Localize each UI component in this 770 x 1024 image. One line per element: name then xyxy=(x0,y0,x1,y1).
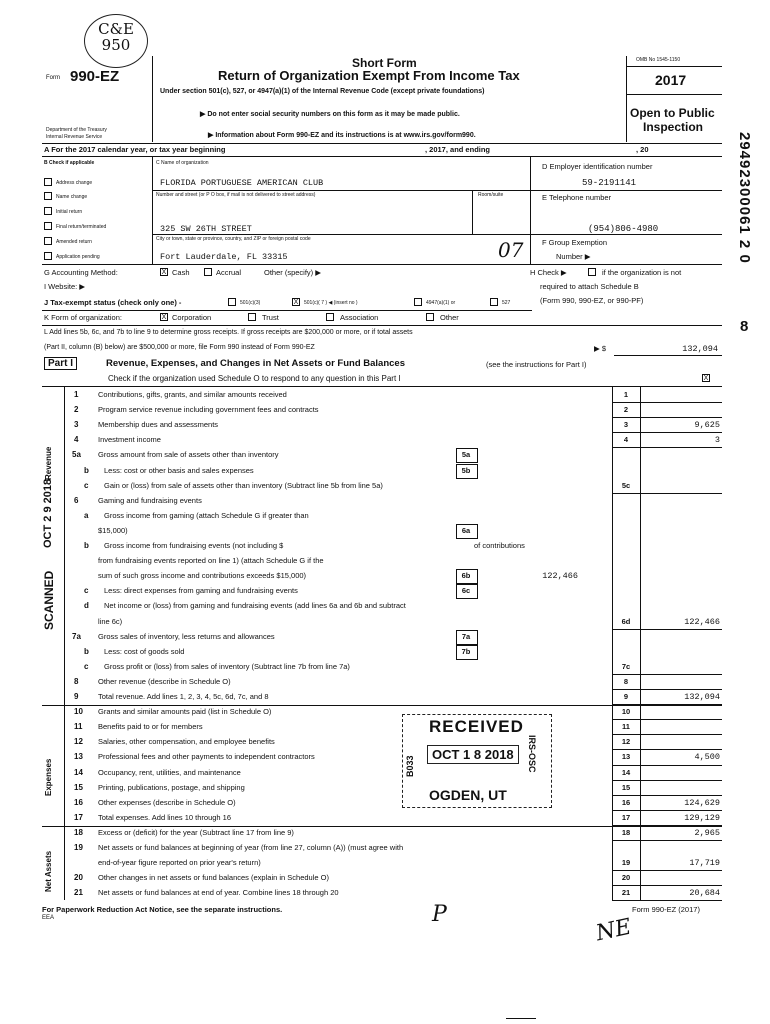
inspection: Inspection xyxy=(643,120,704,134)
line-rule xyxy=(612,734,722,735)
inner-box-amount: 122,466 xyxy=(542,571,578,582)
line-text: Other revenue (describe in Schedule O) xyxy=(98,676,231,686)
line-text: Net assets or fund balances at end of year. Combine lines 18 through 20 xyxy=(98,888,339,898)
omb-year: 2017 xyxy=(655,72,687,88)
checkbox-final-return[interactable] xyxy=(44,222,52,230)
line-number: d xyxy=(84,601,89,611)
line-h-text4: (Form 990, 990-EZ, or 990-PF) xyxy=(540,296,644,305)
checkbox-4947[interactable] xyxy=(414,298,422,306)
room-label: Room/suite xyxy=(478,192,504,198)
line-text: Gross profit or (loss) from sales of inventory (Subtract line 7b from line 7a) xyxy=(104,661,350,671)
checkbox-application-pending[interactable] xyxy=(44,252,52,260)
line-number: 14 xyxy=(74,767,83,777)
checkbox-trust[interactable] xyxy=(248,313,256,321)
line-text: Total revenue. Add lines 1, 2, 3, 4, 5c, 6d, 7c, and 8 xyxy=(98,692,269,701)
stamp-line2: 950 xyxy=(101,36,131,54)
line-text: Other expenses (describe in Schedule O) xyxy=(98,797,236,807)
line-number: 19 xyxy=(74,843,83,852)
line-number: b xyxy=(84,646,89,656)
line-rule xyxy=(612,493,722,494)
checkbox-schedule-b[interactable] xyxy=(588,268,596,276)
line-number: 7a xyxy=(72,631,81,641)
checkbox-527[interactable] xyxy=(490,298,498,306)
line-number: 6 xyxy=(74,495,79,505)
side-label-expenses: Expenses xyxy=(44,758,53,796)
line-box: 6d xyxy=(621,616,631,626)
inner-box-label: 6a xyxy=(461,525,471,535)
line-number: b xyxy=(84,541,89,550)
section-e-label: E Telephone number xyxy=(542,193,612,202)
side-label-revenue: Revenue xyxy=(44,446,53,480)
line-rule xyxy=(612,885,722,886)
line-number: 2 xyxy=(74,405,79,415)
line-h-check: H Check ▶ xyxy=(530,268,567,277)
label-accrual: Accrual xyxy=(216,268,242,277)
line-number: 16 xyxy=(74,797,83,807)
line-amount: 4,500 xyxy=(694,752,720,763)
line-rule xyxy=(612,900,722,901)
line-box: 11 xyxy=(622,722,630,732)
stamp-line1: C&E xyxy=(98,20,134,38)
line-text: Grants and similar amounts paid (list in Schedule O) xyxy=(98,707,272,717)
line-a-mid: , 2017, and ending xyxy=(425,145,491,154)
line-amount: 3 xyxy=(714,435,720,446)
line-text: line 6c) xyxy=(98,616,123,626)
omb-label: OMB No 1545-1150 xyxy=(636,57,681,63)
section-f-number: Number ▶ xyxy=(556,252,591,261)
label-final-return: Final return/terminated xyxy=(56,224,107,230)
form-prefix: Form xyxy=(46,75,60,81)
section-b-title: B Check if applicable xyxy=(44,160,95,166)
line-text: Net assets or fund balances at beginning of year (from line 27, column (A)) (must agree with xyxy=(98,843,404,852)
line-number: 9 xyxy=(74,692,79,701)
form-number: 990-EZ xyxy=(70,68,120,85)
line-amount: 2,965 xyxy=(694,827,720,838)
line-box: 5c xyxy=(621,480,631,490)
line-rule xyxy=(612,674,722,675)
line-text: Contributions, gifts, grants, and similar amounts received xyxy=(98,390,287,399)
line-rule xyxy=(612,795,722,796)
label-application-pending: Application pending xyxy=(56,254,100,260)
line-number: 21 xyxy=(74,888,83,898)
line-number: 18 xyxy=(74,827,83,837)
checkbox-amended-return[interactable] xyxy=(44,237,52,245)
line-l-dollar: ▶ $ xyxy=(594,344,607,353)
line-l-text2: (Part II, column (B) below) are $500,000 or more, file Form 990 instead of Form 990-EZ xyxy=(44,344,315,351)
line-box: 14 xyxy=(621,767,631,777)
received-stamp-right: IRS-OSC xyxy=(527,735,537,773)
inner-box-label: 5b xyxy=(461,465,471,475)
line-rule xyxy=(612,825,722,826)
checkbox-501c[interactable]: X xyxy=(293,299,299,306)
line-box: 13 xyxy=(621,752,631,762)
title-info: ▶ Information about Form 990-EZ and its instructions is at www.irs.gov/form990. xyxy=(208,132,476,139)
label-cash: Cash xyxy=(172,268,190,277)
line-rule xyxy=(612,629,722,630)
label-501c: 501(c)( 7 ) ◀ (insert no ) xyxy=(304,300,358,306)
section-f-label: F Group Exemption xyxy=(542,238,608,247)
line-text: Total expenses. Add lines 10 through 16 xyxy=(98,812,232,822)
line-rule xyxy=(612,870,722,871)
inner-box-label: 7b xyxy=(461,646,471,656)
margin-handwritten-number: 29492300061 2 0 xyxy=(736,132,753,264)
received-stamp-l3: OGDEN, UT xyxy=(429,787,507,803)
line-text: Gross income from fundraising events (not including $ xyxy=(104,541,284,550)
line-rule xyxy=(612,780,722,781)
section-c-label: C Name of organization xyxy=(156,160,209,166)
org-name: FLORIDA PORTUGUESE AMERICAN CLUB xyxy=(160,178,324,188)
line-number: c xyxy=(84,661,89,671)
inner-box-label: 7a xyxy=(461,631,471,641)
handwritten-p: P xyxy=(432,902,447,927)
line-number: c xyxy=(84,480,89,490)
line-text: Benefits paid to or for members xyxy=(98,722,203,732)
line-text: $15,000) xyxy=(98,525,128,535)
line-text: Gross amount from sale of assets other than inventory xyxy=(98,450,279,460)
line-rule xyxy=(612,402,722,403)
label-4947: 4947(a)(1) or xyxy=(426,300,456,306)
line-number: 3 xyxy=(74,420,79,430)
margin-handwritten-8: 8 xyxy=(740,318,749,335)
title-ssn: ▶ Do not enter social security numbers on this form as it may be made public. xyxy=(200,111,460,118)
section-d-label: D Employer identification number xyxy=(542,162,653,171)
line-amount: 129,129 xyxy=(684,812,720,823)
received-stamp-l2: OCT 1 8 2018 xyxy=(427,745,519,764)
line-box: 8 xyxy=(623,676,629,686)
line-number: 5a xyxy=(72,450,81,460)
line-text: Less: cost of goods sold xyxy=(104,646,185,656)
footer-left: For Paperwork Reduction Act Notice, see the separate instructions. xyxy=(42,905,283,914)
checkbox-cash[interactable]: X xyxy=(161,269,167,276)
line-box: 16 xyxy=(621,797,631,807)
line-amount: 17,719 xyxy=(689,858,720,869)
dept-line1: Department of the Treasury xyxy=(46,127,107,133)
line-g-label: G Accounting Method: xyxy=(44,268,118,277)
line-number: 8 xyxy=(74,676,79,686)
label-trust: Trust xyxy=(262,313,279,322)
line-amount: 20,684 xyxy=(689,888,720,899)
line-h-text2: if the organization is not xyxy=(602,268,682,277)
checkbox-name-change[interactable] xyxy=(44,192,52,200)
line-l-text1: L Add lines 5b, 6c, and 7b to line 9 to determine gross receipts. If gross receipts are $200,000 or more, or if total assets xyxy=(44,329,413,336)
label-amended-return: Amended return xyxy=(56,239,92,245)
checkbox-address-change[interactable] xyxy=(44,178,52,186)
line-rule xyxy=(612,810,722,811)
line-text: Other changes in net assets or fund balances (explain in Schedule O) xyxy=(98,873,329,883)
line-h-text3: required to attach Schedule B xyxy=(540,282,639,291)
checkbox-accrual[interactable] xyxy=(204,268,212,276)
city-label: City or town, state or province, country, and ZIP or foreign postal code xyxy=(156,236,311,242)
handwritten-ne: NE xyxy=(593,914,634,947)
line-box: 3 xyxy=(623,420,629,430)
ein: 59-2191141 xyxy=(582,178,637,188)
received-stamp-l1: RECEIVED xyxy=(429,717,524,736)
line-text: Gain or (loss) from sale of assets other than inventory (Subtract line 5b from line 5a) xyxy=(104,480,383,490)
part1-title: Revenue, Expenses, and Changes in Net Assets or Fund Balances xyxy=(106,358,405,369)
line-number: 10 xyxy=(74,707,83,717)
received-stamp-left: B033 xyxy=(405,755,415,777)
line-box: 21 xyxy=(621,888,631,898)
inner-box-label: 6b xyxy=(461,571,471,581)
line-number: 20 xyxy=(74,873,83,883)
side-label-net-assets: Net Assets xyxy=(44,850,53,892)
line-rule xyxy=(612,719,722,720)
line-box: 15 xyxy=(621,782,631,792)
line-box: 4 xyxy=(623,435,629,445)
part1-check: Check if the organization used Schedule O to respond to any question in this Part I xyxy=(108,374,401,383)
line-text: Net income or (loss) from gaming and fundraising events (add lines 6a and 6b and subtract xyxy=(104,601,406,611)
line-i-website: I Website: ▶ xyxy=(44,282,86,291)
line-text: Gross sales of inventory, less returns and allowances xyxy=(98,631,275,641)
city-state-zip: Fort Lauderdale, FL 33315 xyxy=(160,252,288,262)
line-text: Less: cost or other basis and sales expenses xyxy=(104,465,254,475)
footer-right: Form 990-EZ (2017) xyxy=(632,905,700,914)
checkbox-schedule-o[interactable]: X xyxy=(703,375,709,382)
line-text: Membership dues and assessments xyxy=(98,420,219,430)
line-number: 1 xyxy=(74,390,79,399)
line-text: Investment income xyxy=(98,435,161,445)
line-text: Salaries, other compensation, and employee benefits xyxy=(98,737,275,747)
line-j-label: J Tax-exempt status (check only one) - xyxy=(44,298,182,307)
street-label: Number and street (or P O box, if mail is not delivered to street address) xyxy=(156,192,316,198)
street-address: 325 SW 26TH STREET xyxy=(160,224,252,234)
inner-box-label: 5a xyxy=(461,450,471,460)
line-text: Printing, publications, postage, and shipping xyxy=(98,782,245,792)
line-rule xyxy=(612,749,722,750)
label-527: 527 xyxy=(502,300,511,306)
line-box: 12 xyxy=(621,737,631,747)
line-amount: 9,625 xyxy=(694,420,720,431)
line-text: end-of-year figure reported on prior year's return) xyxy=(98,858,261,868)
line-text: Occupancy, rent, utilities, and maintenance xyxy=(98,767,241,777)
checkbox-association[interactable] xyxy=(326,313,334,321)
line-k-label: K Form of organization: xyxy=(44,313,122,322)
checkbox-501c3[interactable] xyxy=(228,298,236,306)
line-rule xyxy=(612,447,722,448)
line-rule xyxy=(612,704,722,705)
line-rule xyxy=(612,840,722,841)
line-number: 11 xyxy=(74,722,83,732)
dept-line2: Internal Revenue Service xyxy=(46,134,103,140)
line-amount: 122,466 xyxy=(684,616,720,627)
phone: (954)806-4980 xyxy=(588,224,659,234)
line-number: 13 xyxy=(74,752,83,762)
handwritten-07: 07 xyxy=(498,238,524,262)
line-box: 17 xyxy=(621,812,631,822)
open-to-public: Open to Public xyxy=(630,106,715,120)
footer-eea: EEA xyxy=(42,915,55,921)
title-under: Under section 501(c), 527, or 4947(a)(1) of the Internal Revenue Code (except private foundations) xyxy=(160,88,485,95)
line-rule xyxy=(612,689,722,690)
checkbox-initial-return[interactable] xyxy=(44,207,52,215)
line-number: c xyxy=(84,586,89,596)
checkbox-other-org[interactable] xyxy=(426,313,434,321)
line-number: 4 xyxy=(74,435,79,445)
control-stamp xyxy=(84,14,148,68)
line-text: from fundraising events reported on line 1) (attach Schedule G if the xyxy=(98,556,324,566)
side-label-scan-date: OCT 2 9 2018 xyxy=(42,478,54,548)
title-short: Short Form xyxy=(352,56,417,70)
line-text: sum of such gross income and contributions exceeds $15,000) xyxy=(98,571,307,581)
line-box: 19 xyxy=(621,858,631,868)
line-box: 18 xyxy=(621,827,631,837)
title-main: Return of Organization Exempt From Income Tax xyxy=(218,68,520,83)
line-text: Excess or (deficit) for the year (Subtract line 17 from line 9) xyxy=(98,827,294,837)
label-initial-return: Initial return xyxy=(56,209,83,215)
inner-box-label: 6c xyxy=(461,586,471,596)
line-text: Gaming and fundraising events xyxy=(98,495,202,505)
line-l-amount: 132,094 xyxy=(682,344,718,354)
part1-title2: (see the instructions for Part I) xyxy=(486,360,587,369)
label-address-change: Address change xyxy=(56,180,93,186)
label-name-change: Name change xyxy=(56,194,88,200)
line-rule xyxy=(612,765,722,766)
line-number: 15 xyxy=(74,782,83,792)
line-number: a xyxy=(84,510,89,520)
line-box: 10 xyxy=(621,707,631,717)
line-number: 12 xyxy=(74,737,83,747)
label-501c3: 501(c)(3) xyxy=(240,300,261,306)
line-rule xyxy=(612,417,722,418)
line-rule xyxy=(612,432,722,433)
side-label-scanned: SCANNED xyxy=(42,570,56,630)
line-a: A For the 2017 calendar year, or tax year beginning xyxy=(44,145,226,154)
line-box: 1 xyxy=(623,390,629,399)
line-text: Program service revenue including government fees and contracts xyxy=(98,405,319,415)
part1-tag: Part I xyxy=(44,357,77,370)
received-stamp xyxy=(402,714,552,808)
line-text: Less: direct expenses from gaming and fundraising events xyxy=(104,586,298,596)
line-text-tail: of contributions xyxy=(474,541,525,550)
line-box: 2 xyxy=(623,405,629,415)
line-box: 7c xyxy=(621,661,631,671)
label-other-org: Other xyxy=(440,313,459,322)
line-text: Professional fees and other payments to independent contractors xyxy=(98,752,315,762)
label-corporation: Corporation xyxy=(172,313,212,322)
label-other-method: Other (specify) ▶ xyxy=(264,268,322,277)
checkbox-corporation[interactable]: X xyxy=(161,314,167,321)
line-a-end: , 20 xyxy=(636,145,649,154)
line-number: 17 xyxy=(74,812,83,822)
line-number: b xyxy=(84,465,89,475)
line-amount: 132,094 xyxy=(684,692,720,702)
label-association: Association xyxy=(340,313,379,322)
line-amount: 124,629 xyxy=(684,797,720,808)
line-box: 20 xyxy=(621,873,631,883)
line-box: 9 xyxy=(623,692,629,701)
line-text: Gross income from gaming (attach Schedule G if greater than xyxy=(104,510,309,520)
